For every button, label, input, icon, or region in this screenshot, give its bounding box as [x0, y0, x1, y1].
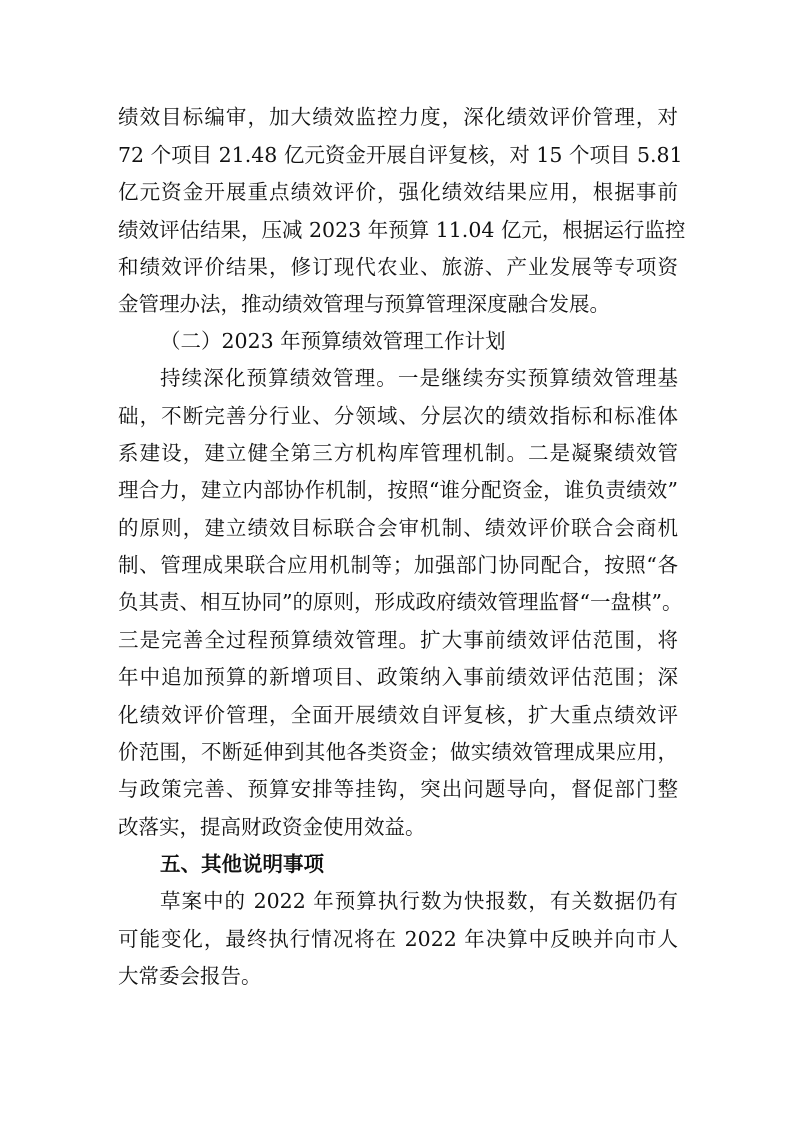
- body-text-line: 三是完善全过程预算绩效管理。扩大事前绩效评估范围，将: [118, 628, 678, 652]
- body-text-line: 绩效评估结果，压减 2023 年预算 11.04 亿元，根据运行监控: [118, 218, 686, 242]
- body-text-line: 与政策完善、预算安排等挂钩，突出问题导向，督促部门整: [118, 777, 678, 801]
- body-text-line: 础，不断完善分行业、分领域、分层次的绩效指标和标准体: [118, 404, 678, 428]
- body-text-line: 化绩效评价管理，全面开展绩效自评复核，扩大重点绩效评: [118, 703, 678, 727]
- body-text-line: 年中追加预算的新增项目、政策纳入事前绩效评估范围；深: [118, 665, 678, 689]
- body-text-line: 的原则，建立绩效目标联合会审机制、绩效评价联合会商机: [118, 516, 678, 540]
- paragraph-first-line: 持续深化预算绩效管理。一是继续夯实预算绩效管理基: [160, 366, 678, 390]
- body-text-line: 金管理办法，推动绩效管理与预算管理深度融合发展。: [118, 292, 610, 316]
- body-text-line: 负其责、相互协同”的原则，形成政府绩效管理监督“一盘棋”。: [118, 590, 683, 614]
- body-text-line: 和绩效评价结果，修订现代农业、旅游、产业发展等专项资: [118, 255, 678, 279]
- body-text-line: 改落实，提高财政资金使用效益。: [118, 815, 426, 839]
- section-heading: 五、其他说明事项: [160, 852, 324, 876]
- body-text-line: 可能变化，最终执行情况将在 2022 年决算中反映并向市人: [118, 927, 678, 951]
- body-text-line: 价范围，不断延伸到其他各类资金；做实绩效管理成果应用，: [118, 740, 678, 764]
- body-text-line: 大常委会报告。: [118, 964, 262, 988]
- body-text-line: 72 个项目 21.48 亿元资金开展自评复核，对 15 个项目 5.81: [118, 143, 683, 167]
- body-text-line: 制、管理成果联合应用机制等；加强部门协同配合，按照“各: [118, 553, 678, 577]
- section-subheading: （二）2023 年预算绩效管理工作计划: [160, 329, 506, 353]
- body-text-line: 绩效目标编审，加大绩效监控力度，深化绩效评价管理，对: [118, 105, 678, 129]
- body-text-line: 系建设，建立健全第三方机构库管理机制。二是凝聚绩效管: [118, 441, 678, 465]
- paragraph-first-line: 草案中的 2022 年预算执行数为快报数，有关数据仍有: [160, 889, 678, 913]
- body-text-line: 理合力，建立内部协作机制，按照“谁分配资金，谁负责绩效”: [118, 478, 678, 502]
- body-text-line: 亿元资金开展重点绩效评价，强化绩效结果应用，根据事前: [118, 180, 678, 204]
